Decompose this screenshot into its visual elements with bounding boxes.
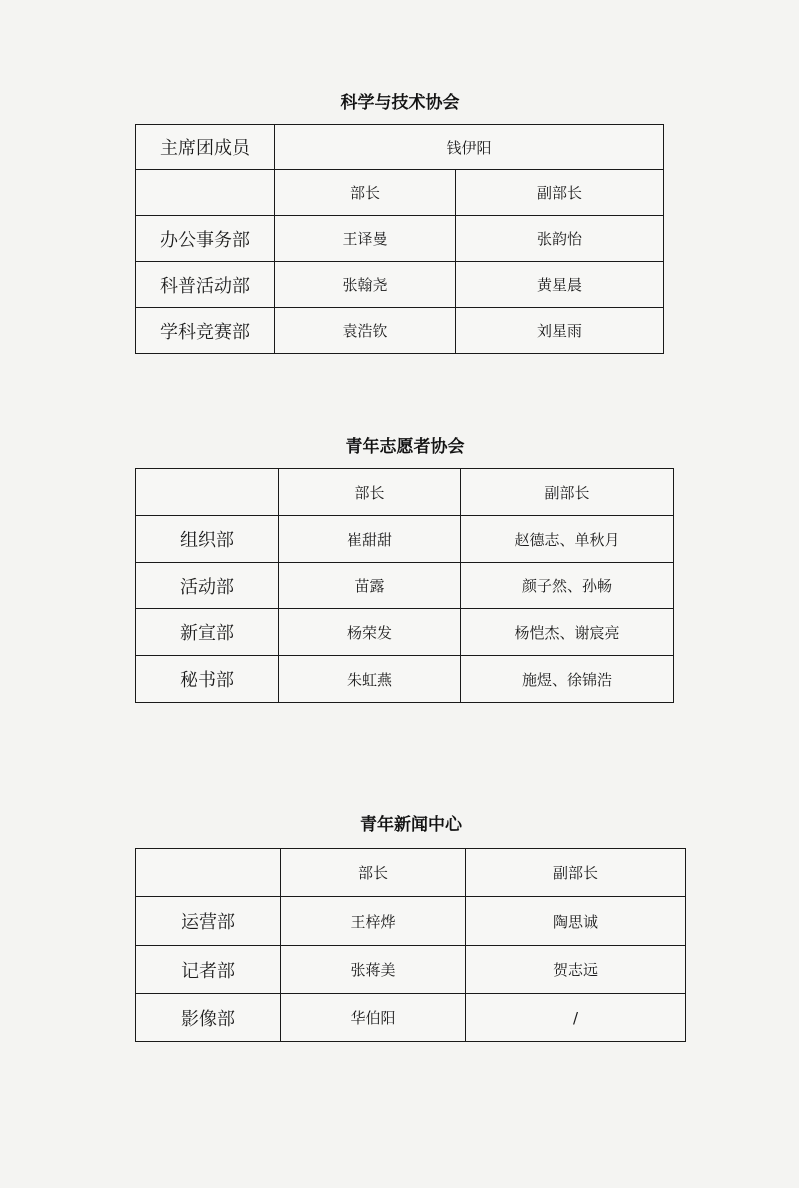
- roster-table: [135, 468, 674, 703]
- table-row: [136, 849, 686, 897]
- dept-cell: 记者部: [136, 946, 281, 994]
- empty-cell: [136, 849, 281, 897]
- head-cell: 华伯阳: [281, 994, 466, 1042]
- header-head: 部长: [281, 849, 466, 897]
- table-row: [136, 609, 674, 656]
- deputy-cell: 杨恺杰、谢宸亮: [461, 609, 674, 656]
- table-row: [136, 216, 664, 262]
- table-row: [136, 125, 664, 170]
- deputy-cell: 陶思诚: [466, 897, 686, 946]
- header-deputy: 副部长: [466, 849, 686, 897]
- deputy-cell: 张韵怡: [456, 216, 664, 262]
- head-cell: 张翰尧: [275, 262, 456, 308]
- head-cell: 袁浩钦: [275, 308, 456, 354]
- dept-cell: 活动部: [136, 563, 279, 609]
- section-title: 科学与技术协会: [340, 93, 460, 113]
- section-news-center: [135, 806, 687, 1046]
- empty-cell: [136, 469, 279, 516]
- dept-cell: 运营部: [136, 897, 281, 946]
- header-head: 部长: [275, 170, 456, 216]
- chair-name: 钱伊阳: [275, 125, 664, 170]
- dept-cell: 秘书部: [136, 656, 279, 703]
- section-science-tech: [135, 84, 665, 356]
- deputy-cell: 施煜、徐锦浩: [461, 656, 674, 703]
- head-cell: 杨荣发: [279, 609, 461, 656]
- section-title: 青年新闻中心: [360, 815, 462, 835]
- table-row: [136, 516, 674, 563]
- table-row: [136, 994, 686, 1042]
- dept-cell: 学科竞赛部: [136, 308, 275, 354]
- table-row: [136, 946, 686, 994]
- roster-table: [135, 848, 686, 1042]
- head-cell: 崔甜甜: [279, 516, 461, 563]
- chair-label: 主席团成员: [136, 125, 275, 170]
- head-cell: 王译曼: [275, 216, 456, 262]
- roster-table: [135, 124, 664, 354]
- section-title: 青年志愿者协会: [345, 437, 465, 457]
- dept-cell: 办公事务部: [136, 216, 275, 262]
- dept-cell: 影像部: [136, 994, 281, 1042]
- table-row: [136, 308, 664, 354]
- dept-cell: 新宣部: [136, 609, 279, 656]
- table-row: [136, 170, 664, 216]
- header-deputy: 副部长: [456, 170, 664, 216]
- table-row: [136, 563, 674, 609]
- deputy-cell: /: [466, 994, 686, 1042]
- header-head: 部长: [279, 469, 461, 516]
- deputy-cell: 贺志远: [466, 946, 686, 994]
- head-cell: 朱虹燕: [279, 656, 461, 703]
- head-cell: 苗露: [279, 563, 461, 609]
- deputy-cell: 刘星雨: [456, 308, 664, 354]
- dept-cell: 组织部: [136, 516, 279, 563]
- deputy-cell: 颜子然、孙畅: [461, 563, 674, 609]
- table-row: [136, 897, 686, 946]
- deputy-cell: 赵德志、单秋月: [461, 516, 674, 563]
- table-row: [136, 469, 674, 516]
- deputy-cell: 黄星晨: [456, 262, 664, 308]
- section-volunteers: [135, 428, 675, 708]
- head-cell: 王梓烨: [281, 897, 466, 946]
- table-row: [136, 656, 674, 703]
- header-deputy: 副部长: [461, 469, 674, 516]
- table-row: [136, 262, 664, 308]
- head-cell: 张蒋美: [281, 946, 466, 994]
- dept-cell: 科普活动部: [136, 262, 275, 308]
- empty-cell: [136, 170, 275, 216]
